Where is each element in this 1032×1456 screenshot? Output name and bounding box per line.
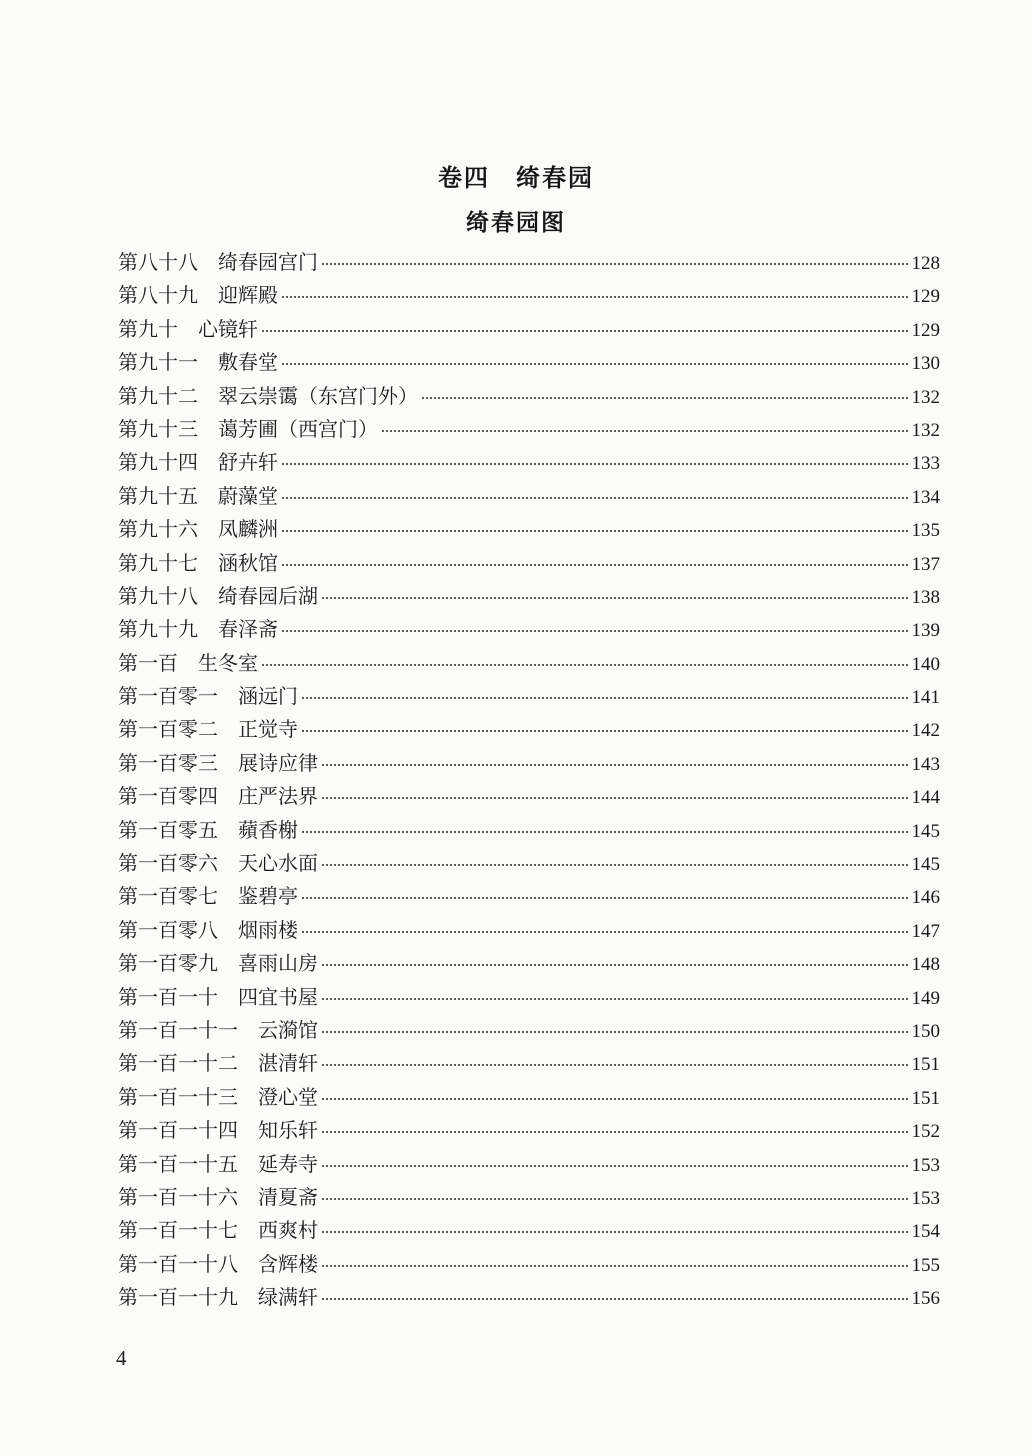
toc-entry-page: 153 [911, 1187, 940, 1209]
toc-entry-page: 155 [911, 1254, 940, 1276]
dot-leader [302, 830, 908, 833]
toc-entry-number: 第九十一 [118, 350, 198, 375]
toc-entry-page: 128 [911, 253, 940, 274]
toc-entry-number: 第一百一十六 [118, 1184, 238, 1209]
dot-leader [302, 896, 908, 899]
dot-leader [322, 1230, 908, 1233]
toc-entry-title: 蔼芳圃（西宫门） [218, 416, 378, 441]
dot-leader [322, 863, 908, 866]
toc-entry-number: 第八十九 [118, 283, 198, 308]
toc-entry-number: 第一百零七 [118, 884, 218, 909]
toc-entry[interactable] [118, 513, 940, 546]
toc-entry-page: 156 [911, 1288, 940, 1310]
toc-entry-number: 第一百零一 [118, 684, 218, 709]
dot-leader [282, 462, 908, 465]
toc-entry-title: 知乐轩 [258, 1118, 318, 1143]
toc-entry[interactable] [118, 246, 940, 279]
toc-entry[interactable] [118, 313, 940, 346]
toc-entry-number: 第一百零二 [118, 717, 218, 742]
toc-entry-page: 135 [911, 520, 940, 542]
toc-entry-title: 蔚藻堂 [218, 483, 278, 508]
dot-leader [262, 663, 908, 666]
toc-entry-title: 湛清轩 [258, 1051, 318, 1076]
toc-entry-title: 清夏斋 [258, 1184, 318, 1209]
dot-leader [302, 930, 908, 933]
toc-entry-title: 春泽斋 [218, 617, 278, 642]
toc-entry-title: 敷春堂 [218, 350, 278, 375]
toc-entry-title: 舒卉轩 [218, 450, 278, 475]
toc-entry-number: 第九十四 [118, 450, 198, 475]
dot-leader [322, 796, 908, 799]
toc-entry[interactable] [118, 480, 940, 513]
toc-entry-title: 延寿寺 [258, 1151, 318, 1176]
dot-leader [282, 563, 908, 566]
toc-entry-number: 第一百一十七 [118, 1218, 238, 1243]
toc-entry[interactable] [118, 580, 940, 613]
toc-entry-page: 137 [911, 553, 940, 575]
dot-leader [322, 1097, 908, 1100]
toc-entry-number: 第九十六 [118, 517, 198, 542]
toc-entry[interactable] [118, 1114, 940, 1147]
toc-entry-number: 第九十九 [118, 617, 198, 642]
toc-entry-page: 142 [911, 720, 940, 742]
toc-entry-number: 第一百一十四 [118, 1118, 238, 1143]
toc-entry-number: 第一百零九 [118, 951, 218, 976]
toc-entry[interactable] [118, 914, 940, 947]
dot-leader [322, 1030, 908, 1033]
toc-entry-page: 143 [911, 753, 940, 775]
toc-entry-number: 第一百零五 [118, 817, 218, 842]
toc-entry-number: 第一百零三 [118, 750, 218, 775]
toc-entry-number: 第一百 [118, 650, 178, 675]
dot-leader [262, 329, 908, 332]
dot-leader [282, 362, 908, 365]
toc-entry-page: 146 [911, 887, 940, 909]
dot-leader [322, 1297, 908, 1300]
toc-entry-page: 150 [911, 1020, 940, 1042]
toc-entry[interactable] [118, 713, 940, 746]
toc-entry-number: 第一百一十八 [118, 1251, 238, 1276]
toc-entry[interactable] [118, 1148, 940, 1181]
toc-entry-title: 喜雨山房 [238, 951, 318, 976]
map-section-title: 绮春园图 [466, 209, 566, 236]
toc-entry-title: 澄心堂 [258, 1084, 318, 1109]
table-of-contents [118, 246, 940, 1315]
toc-entry[interactable] [118, 814, 940, 847]
toc-entry-number: 第一百零四 [118, 784, 218, 809]
toc-entry[interactable] [118, 1047, 940, 1080]
dot-leader [322, 1063, 908, 1066]
toc-entry-page: 139 [911, 620, 940, 642]
toc-entry-number: 第九十 [118, 316, 178, 341]
toc-entry-page: 140 [911, 653, 940, 675]
toc-entry-page: 151 [911, 1054, 940, 1076]
toc-entry-title: 正觉寺 [238, 717, 298, 742]
toc-entry-title: 涵远门 [238, 684, 298, 709]
dot-leader [422, 396, 908, 399]
toc-entry-title: 四宜书屋 [238, 984, 318, 1009]
toc-entry-title: 绮春园后湖 [218, 583, 318, 608]
volume-number: 卷四 [438, 163, 490, 192]
toc-entry-number: 第八十八 [118, 250, 198, 274]
toc-entry-number: 第九十二 [118, 383, 198, 408]
dot-leader [322, 1264, 908, 1267]
toc-entry-page: 148 [911, 954, 940, 976]
dot-leader [302, 696, 908, 699]
toc-entry-title: 翠云崇霭（东宫门外） [218, 383, 418, 408]
toc-entry-number: 第一百一十三 [118, 1084, 238, 1109]
toc-entry[interactable] [118, 1214, 940, 1247]
toc-entry-title: 鉴碧亭 [238, 884, 298, 909]
toc-entry-page: 149 [911, 987, 940, 1009]
toc-entry-page: 145 [911, 820, 940, 842]
toc-entry[interactable] [118, 880, 940, 913]
toc-entry-number: 第九十五 [118, 483, 198, 508]
toc-entry[interactable] [118, 981, 940, 1014]
volume-title [0, 158, 1032, 193]
toc-entry-number: 第一百零八 [118, 917, 218, 942]
toc-entry-page: 144 [911, 787, 940, 809]
toc-entry[interactable] [118, 947, 940, 980]
toc-entry-page: 141 [911, 687, 940, 709]
toc-entry[interactable] [118, 1014, 940, 1047]
toc-entry-title: 含辉楼 [258, 1251, 318, 1276]
dot-leader [382, 429, 908, 432]
toc-entry-title: 生冬室 [198, 650, 258, 675]
toc-entry[interactable] [118, 547, 940, 580]
toc-entry-number: 第一百一十一 [118, 1017, 238, 1042]
toc-entry-number: 第九十八 [118, 583, 198, 608]
toc-entry[interactable] [118, 1081, 940, 1114]
toc-entry[interactable] [118, 680, 940, 713]
toc-entry-title: 天心水面 [238, 851, 318, 876]
toc-entry[interactable] [118, 1281, 940, 1314]
toc-entry-title: 展诗应律 [238, 750, 318, 775]
toc-entry[interactable] [118, 380, 940, 413]
toc-entry[interactable] [118, 613, 940, 646]
toc-entry[interactable] [118, 1248, 940, 1281]
toc-entry[interactable] [118, 1181, 940, 1214]
toc-entry[interactable] [118, 847, 940, 880]
toc-entry[interactable] [118, 279, 940, 312]
toc-entry-page: 153 [911, 1154, 940, 1176]
toc-entry[interactable] [118, 446, 940, 479]
toc-entry-page: 129 [911, 319, 940, 341]
toc-entry-page: 154 [911, 1221, 940, 1243]
toc-entry[interactable] [118, 747, 940, 780]
toc-entry-page: 147 [911, 920, 940, 942]
dot-leader [282, 629, 908, 632]
toc-entry-page: 132 [911, 419, 940, 441]
toc-entry-page: 145 [911, 854, 940, 876]
toc-entry-title: 迎辉殿 [218, 283, 278, 308]
dot-leader [322, 1130, 908, 1133]
dot-leader [282, 295, 908, 298]
dot-leader [322, 763, 908, 766]
dot-leader [322, 997, 908, 1000]
toc-entry-number: 第一百一十五 [118, 1151, 238, 1176]
toc-entry-page: 152 [911, 1121, 940, 1143]
toc-entry-page: 151 [911, 1087, 940, 1109]
toc-entry[interactable] [118, 647, 940, 680]
dot-leader [322, 1197, 908, 1200]
toc-entry-number: 第一百一十 [118, 984, 218, 1009]
dot-leader [322, 262, 908, 265]
dot-leader [282, 496, 908, 499]
dot-leader [322, 1164, 908, 1167]
toc-entry[interactable] [118, 780, 940, 813]
toc-entry-title: 西爽村 [258, 1218, 318, 1243]
dot-leader [302, 729, 908, 732]
toc-entry[interactable] [118, 413, 940, 446]
toc-entry-title: 凤麟洲 [218, 517, 278, 542]
dot-leader [322, 596, 908, 599]
toc-entry-page: 129 [911, 286, 940, 308]
toc-entry-number: 第九十三 [118, 416, 198, 441]
page-number: 4 [116, 1346, 127, 1370]
toc-entry-page: 133 [911, 453, 940, 475]
toc-entry-title: 烟雨楼 [238, 917, 298, 942]
toc-entry-number: 第九十七 [118, 550, 198, 575]
toc-entry[interactable] [118, 346, 940, 379]
toc-entry-title: 蘋香榭 [238, 817, 298, 842]
toc-entry-title: 涵秋馆 [218, 550, 278, 575]
toc-entry-number: 第一百一十二 [118, 1051, 238, 1076]
toc-entry-page: 138 [911, 586, 940, 608]
volume-name: 绮春园 [516, 163, 594, 192]
toc-entry-title: 心镜轩 [198, 316, 258, 341]
toc-entry-page: 134 [911, 486, 940, 508]
dot-leader [322, 963, 908, 966]
toc-entry-title: 绿满轩 [258, 1285, 318, 1310]
toc-entry-title: 云漪馆 [258, 1017, 318, 1042]
toc-entry-page: 132 [911, 386, 940, 408]
toc-entry-title: 绮春园宫门 [218, 250, 318, 274]
dot-leader [282, 529, 908, 532]
toc-entry-title: 庄严法界 [238, 784, 318, 809]
toc-entry-number: 第一百零六 [118, 851, 218, 876]
toc-entry-number: 第一百一十九 [118, 1285, 238, 1310]
toc-entry-page: 130 [911, 353, 940, 375]
